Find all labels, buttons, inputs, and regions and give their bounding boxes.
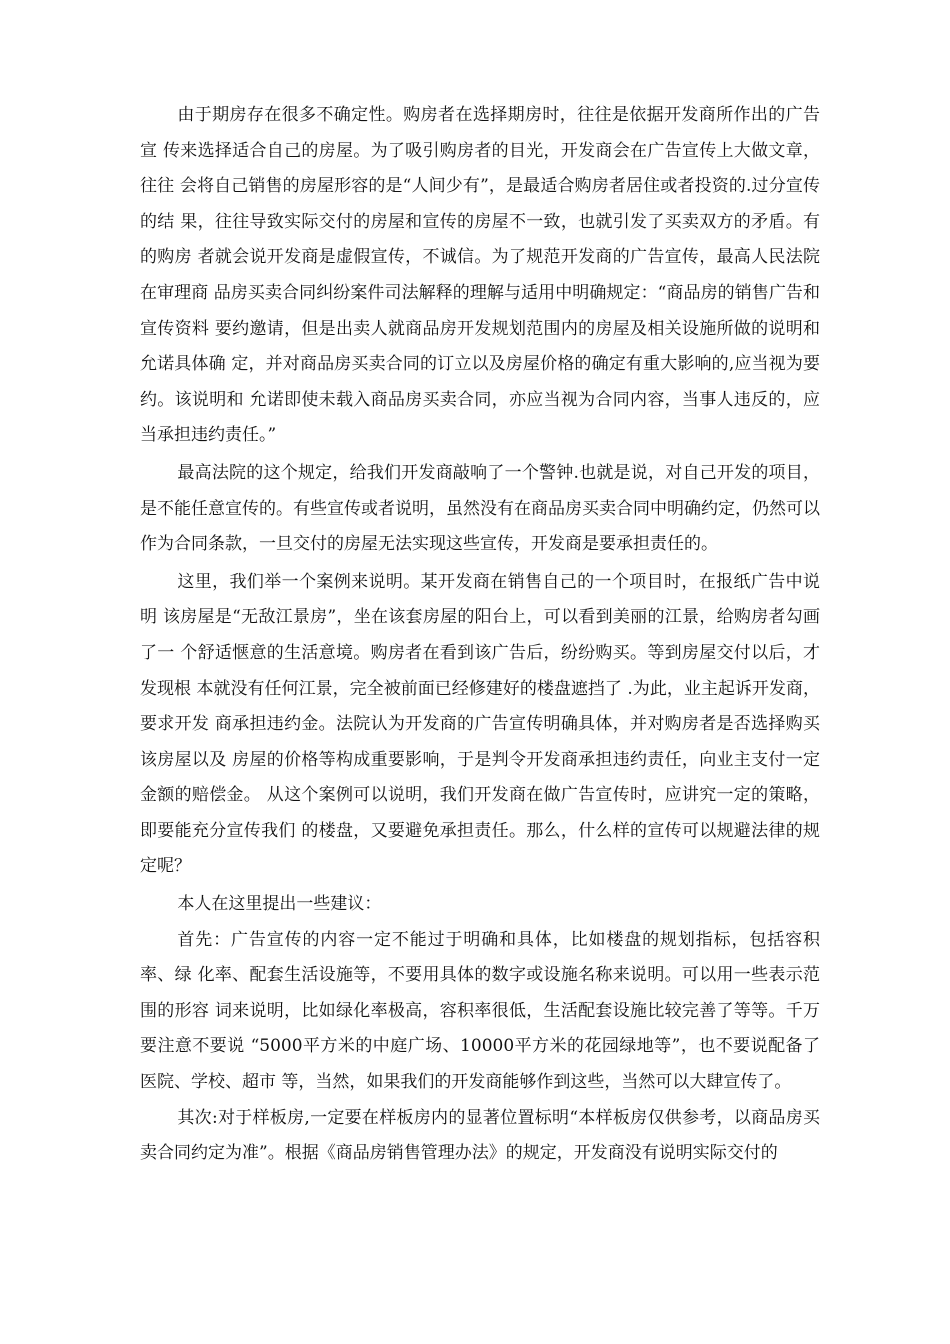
paragraph-1: 由于期房存在很多不确定性。购房者在选择期房时，往往是依据开发商所作出的广告宣 传来选择适合自己的房屋。为了吸引购房者的目光，开发商会在广告宣传上大做文章，往往 会将自己销售的房屋形容的是“人间少有”，是最适合购房者居住或者投资的.过分宣传的结 果，往往导致实际交付的房屋和宣传的房屋不一致，也就引发了买卖双方的矛盾。有的购房 者就会说开发商是虚假宣传，不诚信。为了规范开发商的广告宣传，最高人民法院在审理商 品房买卖合同纠纷案件司法解释的理解与适用中明确规定：“商品房的销售广告和宣传资料 要约邀请，但是出卖人就商品房开发规划范围内的房屋及相关设施所做的说明和允诺具体确 定，并对商品房买卖合同的订立以及房屋价格的确定有重大影响的,应当视为要约。该说明和 允诺即使未载入商品房买卖合同，亦应当视为合同内容，当事人违反的，应当承担违约责任。” (140, 105, 820, 446)
paragraph-6: 其次:对于样板房,一定要在样板房内的显著位置标明“本样板房仅供参考，以商品房买 卖合同约定为准”。根据《商品房销售管理办法》的规定，开发商没有说明实际交付的 (140, 1107, 820, 1164)
document-page (140, 98, 820, 1172)
paragraph-3: 这里，我们举一个案例来说明。某开发商在销售自己的一个项目时，在报纸广告中说明 该房屋是“无敌江景房”，坐在该套房屋的阳台上，可以看到美丽的江景，给购房者勾画了一 个舒适惬意的生活意境。购房者在看到该广告后，纷纷购买。等到房屋交付以后，才发现根 本就没有任何江景，完全被前面已经修建好的楼盘遮挡了 .为此，业主起诉开发商，要求开发 商承担违约金。法院认为开发商的广告宣传明确具体，并对购房者是否选择购买该房屋以及 房屋的价格等构成重要影响，于是判令开发商承担违约责任，向业主支付一定金额的赔偿金。 从这个案例可以说明，我们开发商在做广告宣传时，应讲究一定的策略，即要能充分宣传我们 的楼盘，又要避免承担责任。那么，什么样的宣传可以规避法律的规定呢？ (140, 571, 820, 877)
paragraph-2: 最高法院的这个规定，给我们开发商敲响了一个警钟.也就是说，对自己开发的项目， 是不能任意宣传的。有些宣传或者说明，虽然没有在商品房买卖合同中明确约定，仍然可以 作为合同条款，一旦交付的房屋无法实现这些宣传，开发商是要承担责任的。 (140, 462, 820, 555)
paragraph-5: 首先：广告宣传的内容一定不能过于明确和具体，比如楼盘的规划指标，包括容积率、绿 化率、配套生活设施等，不要用具体的数字或设施名称来说明。可以用一些表示范围的形容 词来说明，比如绿化率极高，容积率很低，生活配套设施比较完善了等等。千万要注意不要说 “5000平方米的中庭广场、10000平方米的花园绿地等”，也不要说配备了医院、学校、超市 等，当然，如果我们的开发商能够作到这些，当然可以大肆宣传了。 (140, 929, 820, 1093)
paragraph-4: 本人在这里提出一些建议： (177, 894, 382, 915)
